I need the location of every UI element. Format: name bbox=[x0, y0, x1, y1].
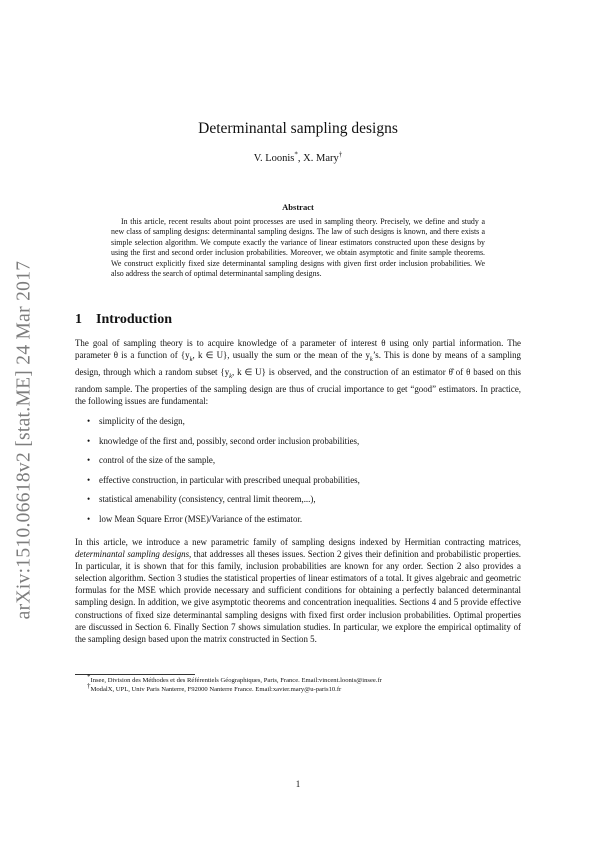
footnote-divider bbox=[75, 674, 195, 675]
list-item bbox=[75, 415, 521, 435]
outline-paragraph bbox=[75, 536, 521, 645]
footnote-mark[interactable]: † bbox=[338, 150, 343, 159]
bullet-icon: • bbox=[87, 416, 91, 426]
footnote-mark[interactable]: * bbox=[294, 150, 298, 159]
abstract-heading: Abstract bbox=[282, 202, 314, 212]
footnote-text: Insee, Division des Méthodes et des Référentiels Géographiques, Paris, France. Email:vincent.loonis@insee.fr bbox=[90, 677, 382, 685]
subscript-k: k bbox=[369, 355, 373, 363]
text-run: ’s. This is done by means of a sampling design, through which a random subset {y bbox=[75, 350, 521, 377]
section-title: Introduction bbox=[96, 312, 172, 327]
list-item bbox=[75, 435, 521, 455]
list-item-text: knowledge of the first and, possibly, second order inclusion probabilities, bbox=[99, 435, 360, 446]
page-number: 1 bbox=[295, 779, 301, 789]
author-name: V. Loonis bbox=[253, 153, 295, 164]
author-line bbox=[75, 150, 521, 164]
author-name: X. Mary bbox=[303, 153, 339, 164]
author-separator: , bbox=[297, 153, 304, 164]
footnote bbox=[87, 682, 521, 694]
text-run: In this article, we introduce a new parametric family of sampling designs indexed by Hermitian contracting matrices, bbox=[75, 537, 521, 547]
list-item-text: low Mean Square Error (MSE)/Variance of the estimator. bbox=[99, 513, 303, 524]
list-item bbox=[75, 513, 521, 533]
emphasis-text: determinantal sampling designs bbox=[75, 549, 190, 560]
bullet-icon: • bbox=[87, 455, 91, 465]
section-heading bbox=[75, 312, 172, 328]
abstract-text: In this article, recent results about point processes are used in sampling theory. Precisely, we define and study a new class of sampling designs: determinantal sampling designs. The law of such designs is known, and there exists a simple selection algorithm. We compute exactly the variance of linear estimators constructed upon these designs by using the first and second order inclusion probabilities. Moreover, we obtain asymptotic and finite sample theorems. We construct explicitly fixed size determinantal sampling designs with given first order inclusion probabilities. We also address the search of optimal determinantal sampling designs. bbox=[111, 217, 485, 279]
intro-paragraph bbox=[75, 337, 521, 407]
issues-list bbox=[75, 415, 521, 532]
text-run: , that addresses all theses issues. Section 2 gives their definition and probabilistic properties. In particular, it is shown that for this family, inclusion probabilities are known for any order. Section 2 also provides a selection algorithm. Section 3 studies the statistical properties of linear estimators of a total. It gives algebraic and geometric formulas for the MSE which provide necessary and sufficient conditions for obtaining a perfectly balanced determinantal sampling design. In addition, we give asymptotic theorems and concentration inequalities. Sections 4 and 5 provide effective constructions of fixed size determinantal sampling designs with fixed first order inclusion probabilities. Optimal properties are discussed in Section 6. Finally Section 7 shows simulation studies. In particular, we explore the empirical optimality of the sampling design based upon the matrix constructed in Section 5. bbox=[75, 549, 522, 644]
list-item bbox=[75, 454, 521, 474]
text-run: The goal of sampling theory is to acquire knowledge of a parameter of interest θ using only partial information. The parameter θ is a function of {y bbox=[75, 338, 521, 361]
list-item bbox=[75, 474, 521, 494]
subscript-k: k bbox=[229, 372, 233, 380]
bullet-icon: • bbox=[87, 435, 91, 446]
arxiv-sidebar bbox=[6, 255, 42, 625]
footnote-mark: † bbox=[87, 682, 91, 690]
list-item-text: statistical amenability (consistency, central limit theorem,...), bbox=[99, 494, 316, 504]
list-item-text: simplicity of the design, bbox=[99, 416, 185, 426]
bullet-icon: • bbox=[87, 474, 91, 485]
subscript-k: k bbox=[189, 355, 193, 363]
text-run: , k ∈ U} is observed, and the construction of an estimator θ̂ of θ based on this random sample. The properties of the sampling design are thus of crucial importance to get “good” estimators. In practice, the following issues are fundamental: bbox=[75, 366, 522, 406]
list-item-text: effective construction, in particular with prescribed unequal probabilities, bbox=[99, 474, 360, 485]
footnote bbox=[87, 673, 521, 685]
list-item bbox=[75, 493, 521, 513]
footnote-mark: * bbox=[87, 673, 91, 681]
bullet-icon: • bbox=[87, 513, 91, 524]
text-run: , k ∈ U}, usually the sum or the mean of the y bbox=[192, 350, 370, 361]
section-number: 1 bbox=[75, 312, 82, 327]
arxiv-identifier: arXiv:1510.06618v2 [stat.ME] 24 Mar 2017 bbox=[13, 260, 34, 620]
list-item-text: control of the size of the sample, bbox=[99, 455, 216, 465]
footnote-text: ModalX, UPL, Univ Paris Nanterre, F92000 Nanterre France. Email:xavier.mary@u-paris10.fr bbox=[90, 686, 342, 694]
paper-title: Determinantal sampling designs bbox=[198, 120, 398, 137]
bullet-icon: • bbox=[87, 494, 91, 504]
